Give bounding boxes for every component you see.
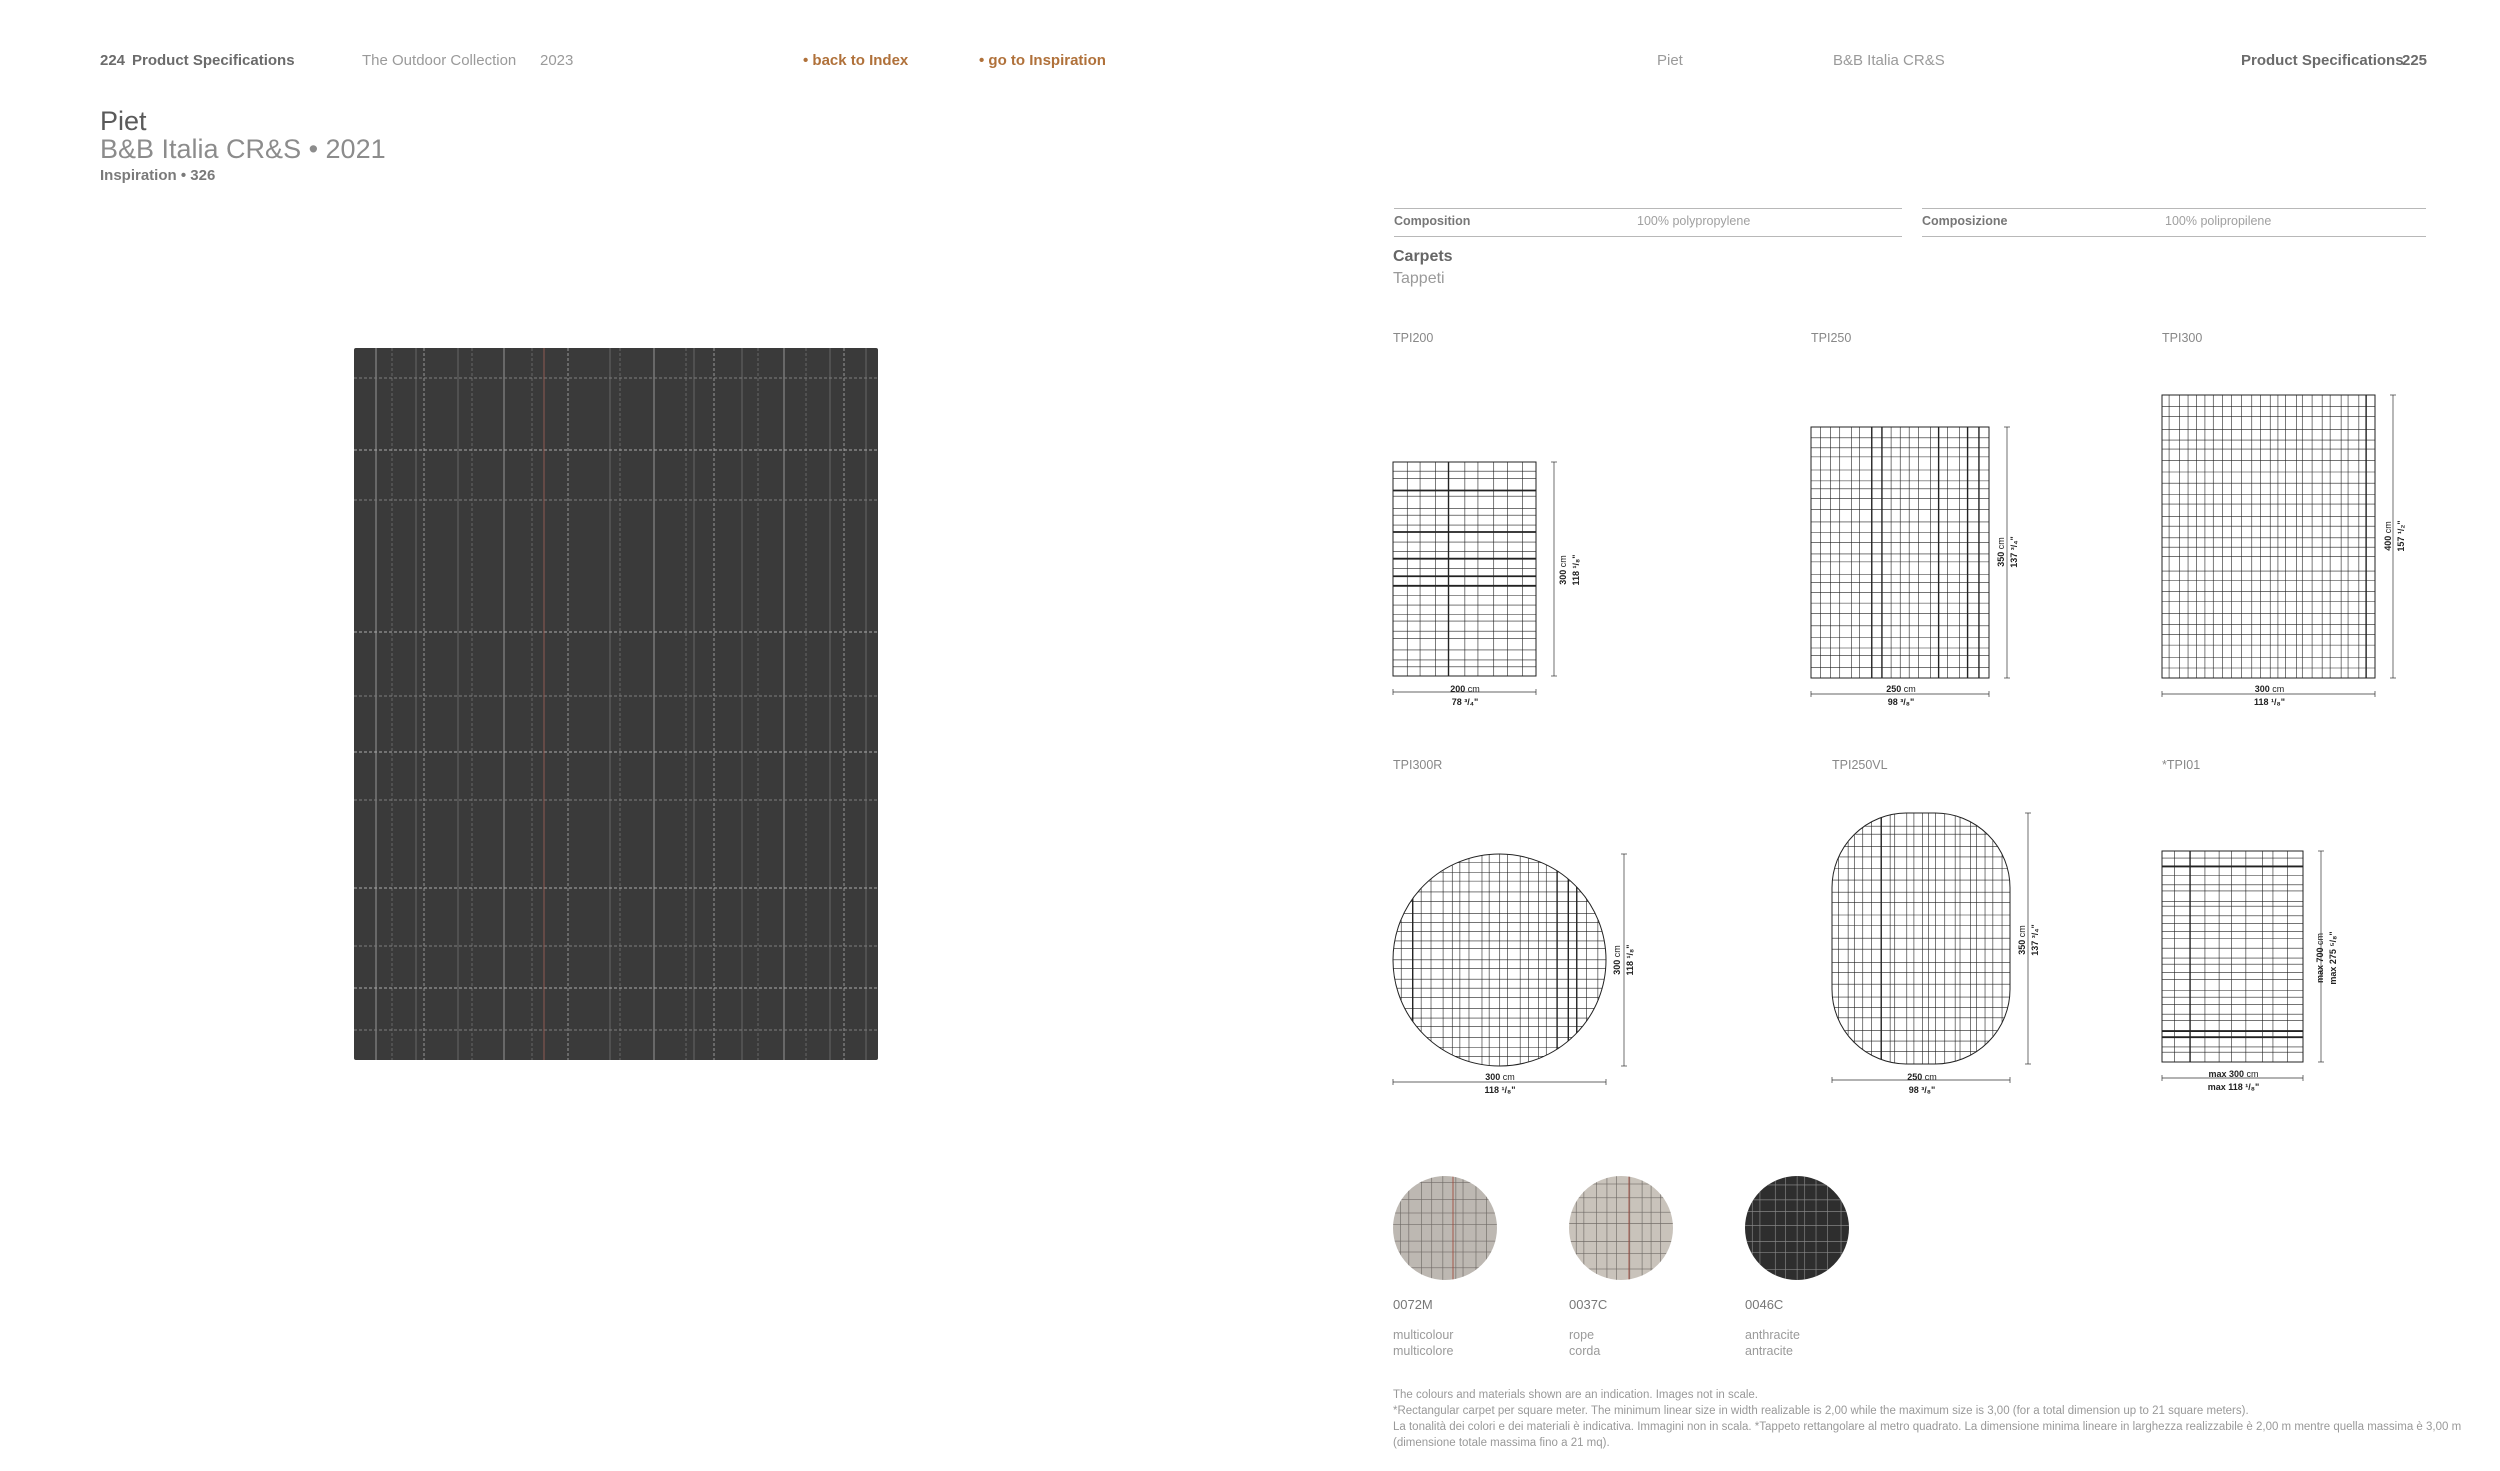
drawing-grid — [1832, 813, 2010, 1064]
back-to-index-link[interactable]: • back to Index — [803, 52, 909, 69]
swatch-rope[interactable] — [1569, 1176, 1673, 1280]
swatch-name-it-0072m: multicolore — [1393, 1344, 1454, 1358]
dim-width-in-tpi250vl: 98 ³/₈" — [1908, 1085, 1936, 1095]
swatch-base — [1569, 1176, 1673, 1280]
drawing-tpi200 — [1393, 462, 1537, 680]
drawing-grid — [1393, 462, 1536, 676]
model-code-tpi300r: TPI300R — [1393, 758, 1443, 772]
swatch-fill — [1393, 1176, 1497, 1280]
page-number-left: 224 — [100, 52, 126, 69]
carpet-body — [354, 348, 878, 1060]
model-code-tpi200: TPI200 — [1393, 331, 1434, 345]
model-code-tpi300: TPI300 — [2162, 331, 2203, 345]
dim-height-in-tpi300r: 118 ¹/₈" — [1625, 944, 1635, 976]
drawing-tpi250 — [1811, 427, 1991, 680]
product-title: Piet — [100, 106, 147, 136]
category-it: Tappeti — [1393, 270, 1445, 287]
model-code-tpi250vl: TPI250VL — [1832, 758, 1888, 772]
drawing-outline — [1832, 813, 2010, 1064]
footnote-2: *Rectangular carpet per square meter. The minimum linear size in width realizable is 2,00 while the maximum size is 3,00 (for a total dimension up to 21 square meters). — [1393, 1405, 2249, 1417]
composition-label-it: Composizione — [1922, 214, 2008, 228]
dim-width-tpi01: max 300 cm — [2208, 1069, 2259, 1079]
dim-width-in-tpi300: 118 ¹/₈" — [2254, 697, 2285, 707]
drawing-grid — [2162, 851, 2303, 1062]
drawing-outline — [1393, 462, 1536, 676]
dim-height-in-tpi250vl: 137 ³/₄" — [2030, 924, 2040, 956]
swatch-fill — [1569, 1176, 1673, 1280]
inspiration-reference: Inspiration • 326 — [100, 167, 216, 184]
dim-height-in-tpi250: 137 ³/₄" — [2009, 536, 2019, 568]
drawing-grid — [2162, 395, 2375, 678]
dim-width-tpi200: 200 cm — [1450, 684, 1480, 694]
go-to-inspiration-link[interactable]: • go to Inspiration — [979, 52, 1106, 69]
dim-width-tpi300r: 300 cm — [1485, 1072, 1515, 1082]
page-number-right: 225 — [2402, 52, 2428, 69]
drawing-tpi250vl — [1832, 813, 2012, 1068]
composition-rule-top-it — [1922, 208, 2426, 209]
footnote-1: The colours and materials shown are an indication. Images not in scale. — [1393, 1389, 1759, 1401]
swatch-multicolour[interactable] — [1393, 1176, 1497, 1280]
dim-width-in-tpi01: max 118 ¹/₈" — [2207, 1082, 2260, 1092]
footnote-3: La tonalità dei colori e dei materiali è indicativa. Immagini non in scala. *Tappeto rettangolare al metro quadrato. La dimensione minima lineare in larghezza realizzabile è 2,00 m mentre quella massima è 3,00 m (dimensione totale massima fino a 21 mq). — [1393, 1421, 2462, 1449]
dim-width-tpi250vl: 250 cm — [1907, 1072, 1937, 1082]
dim-width-in-tpi250: 98 ³/₈" — [1887, 697, 1915, 707]
collection-year: 2023 — [540, 52, 574, 69]
drawing-grid — [1811, 427, 1989, 678]
dim-height-in-tpi01: max 275 ⁵/₈" — [2328, 931, 2338, 985]
product-brand-year: B&B Italia CR&S • 2021 — [100, 134, 386, 164]
drawing-tpi300r — [1393, 854, 1607, 1068]
dim-width-tpi250: 250 cm — [1886, 684, 1916, 694]
drawing-outline — [2162, 395, 2375, 678]
product-name-header: Piet — [1657, 52, 1683, 69]
collection-name: The Outdoor Collection — [362, 52, 517, 69]
dim-height-tpi250vl: 350 cm — [2017, 925, 2027, 955]
composition-rule-top-en — [1394, 208, 1902, 209]
dim-height-tpi250: 350 cm — [1996, 537, 2006, 567]
swatch-code-0037c: 0037C — [1569, 1297, 1608, 1312]
swatch-name-it-0037c: corda — [1569, 1344, 1601, 1358]
dim-height-in-tpi200: 118 ¹/₈" — [1571, 554, 1581, 586]
dim-height-tpi01: max 700 cm — [2315, 932, 2325, 984]
composition-label-en: Composition — [1394, 214, 1471, 228]
composition-rule-bottom-en — [1394, 236, 1902, 237]
carpet-photo — [354, 348, 878, 1060]
dim-width-tpi300: 300 cm — [2254, 684, 2285, 694]
composition-value-en: 100% polypropylene — [1637, 214, 1751, 228]
composition-rule-bottom-it — [1922, 236, 2426, 237]
drawing-grid — [1393, 854, 1606, 1066]
model-code-tpi01: *TPI01 — [2162, 758, 2201, 772]
section-title-left: Product Specifications — [132, 52, 295, 69]
dim-height-tpi300r: 300 cm — [1612, 945, 1622, 975]
dim-height-tpi300: 400 cm — [2383, 521, 2393, 551]
drawing-tpi01 — [2162, 851, 2305, 1065]
swatch-anthracite[interactable] — [1745, 1176, 1849, 1280]
swatch-name-it-0046c: antracite — [1745, 1344, 1793, 1358]
swatch-code-0072m: 0072M — [1393, 1297, 1433, 1312]
swatch-name-en-0046c: anthracite — [1745, 1328, 1800, 1342]
dim-width-in-tpi300r: 118 ¹/₈" — [1484, 1085, 1516, 1095]
swatch-fill — [1745, 1176, 1849, 1280]
swatch-code-0046c: 0046C — [1745, 1297, 1784, 1312]
drawing-tpi300 — [2162, 395, 2377, 680]
swatch-name-en-0037c: rope — [1569, 1328, 1595, 1342]
dim-height-tpi200: 300 cm — [1558, 555, 1568, 585]
category-en: Carpets — [1393, 248, 1453, 265]
composition-row-it — [1922, 214, 2272, 228]
model-code-tpi250: TPI250 — [1811, 331, 1852, 345]
dim-height-in-tpi300: 157 ¹/₂" — [2396, 520, 2406, 552]
composition-value-it: 100% polipropilene — [2165, 214, 2272, 228]
brand-header: B&B Italia CR&S — [1833, 52, 1945, 69]
composition-row-en — [1394, 214, 1751, 228]
swatch-name-en-0072m: multicolour — [1393, 1328, 1454, 1342]
dim-width-in-tpi200: 78 ³/₄" — [1451, 697, 1479, 707]
section-title-right: Product Specifications — [2241, 52, 2404, 69]
